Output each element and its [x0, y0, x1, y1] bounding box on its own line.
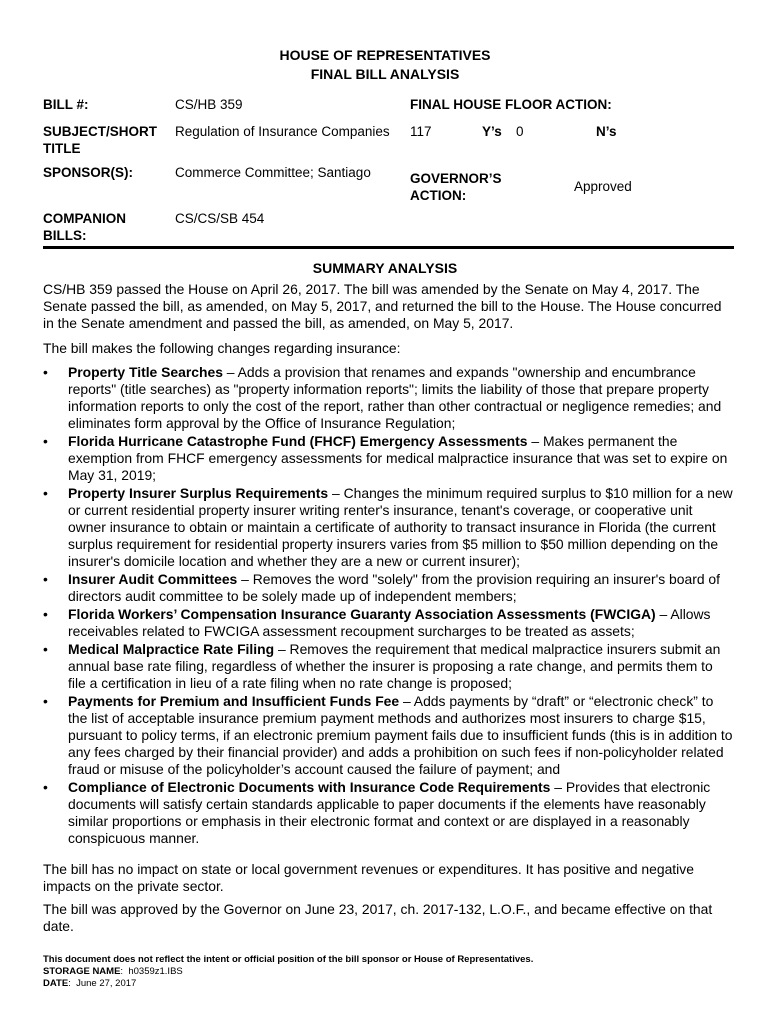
- floor-action-title: FINAL HOUSE FLOOR ACTION:: [410, 97, 612, 112]
- bill-number-label: BILL #:: [43, 97, 89, 112]
- document-title-line-2: FINAL BILL ANALYSIS: [310, 66, 460, 82]
- summary-lead: The bill makes the following changes regarding insurance:: [43, 340, 401, 356]
- footer-date: DATE: June 27, 2017: [43, 978, 137, 989]
- list-item: • Property Insurer Surplus Requirements – Changes the minimum required surplus to $10 million for a new or current residential property insurer writing renter's insurance, tenant's coverage, or cooperative unit owner insurance to obtain or maintain a certificate of authority to transact insurance in Florida (the current surplus requirement for residential property insurers varies from $5 million to $50 million depending on the insurer's domicile location and whether they are a new or current insurer);: [43, 485, 733, 569]
- list-item: • Payments for Premium and Insufficient Funds Fee – Adds payments by “draft” or “electronic check” to the list of acceptable insurance premium payment methods and authorizes most insurers to charge $15, pursuant to policy terms, if an electronic premium payment fails due to insufficient funds (this is in addition to any fees charged by their financial provider) and adds a prohibition on such fees if non-policyholder related fraud or misuse of the policyholder’s account caused the failure of payment; and: [43, 693, 733, 777]
- summary-title: SUMMARY ANALYSIS: [312, 260, 458, 276]
- list-item: • Florida Workers’ Compensation Insurance Guaranty Association Assessments (FWCIGA) – Allows receivables related to FWCIGA assessment recoupment surcharges to be treated as assets;: [43, 606, 711, 639]
- changes-list: [43, 364, 733, 848]
- companion-label: COMPANION BILLS:: [43, 211, 126, 243]
- yeas-count: 117: [410, 124, 432, 139]
- list-item: • Compliance of Electronic Documents with Insurance Code Requirements – Provides that electronic documents will satisfy certain standards applicable to paper documents if the elements have reasonably similar proportions or emphasis in their electronic format and context or are displayed in a reasonably conspicuous manner.: [43, 779, 711, 846]
- approval-text: The bill was approved by the Governor on June 23, 2017, ch. 2017-132, L.O.F., and became effective on that date.: [43, 901, 713, 934]
- governor-action-value: Approved: [574, 179, 632, 194]
- section-divider: [43, 246, 734, 249]
- nays-label: N’s: [596, 124, 617, 139]
- nays-count: 0: [516, 124, 524, 139]
- subject-value: Regulation of Insurance Companies: [175, 124, 390, 139]
- yeas-label: Y’s: [482, 124, 502, 139]
- list-item: • Insurer Audit Committees – Removes the word "solely" from the provision requiring an insurer's board of directors audit committee to be solely made up of independent members;: [43, 571, 721, 604]
- footer-disclaimer: This document does not reflect the intent or official position of the bill sponsor or House of Representatives.: [43, 954, 534, 965]
- fiscal-impact-text: The bill has no impact on state or local government revenues or expenditures. It has positive and negative impacts on the private sector.: [43, 861, 694, 894]
- subject-label: SUBJECT/SHORT TITLE: [43, 124, 158, 156]
- summary-intro: CS/HB 359 passed the House on April 26, 2017. The bill was amended by the Senate on May 4, 2017. The Senate passed the bill, as amended, on May 5, 2017, and returned the bill to the House. The House concurred in the Senate amendment and passed the bill, as amended, on May 5, 2017.: [43, 281, 722, 331]
- sponsor-value: Commerce Committee; Santiago: [175, 165, 371, 180]
- bill-number-value: CS/HB 359: [175, 97, 243, 112]
- sponsor-label: SPONSOR(S):: [43, 165, 134, 180]
- document-title-line-1: HOUSE OF REPRESENTATIVES: [279, 47, 491, 63]
- governor-action-label: GOVERNOR’S ACTION:: [410, 171, 502, 203]
- companion-value: CS/CS/SB 454: [175, 211, 265, 226]
- list-item: • Florida Hurricane Catastrophe Fund (FHCF) Emergency Assessments – Makes permanent the exemption from FHCF emergency assessments for medical malpractice insurance that was set to expire on May 31, 2019;: [43, 433, 728, 483]
- list-item: • Property Title Searches – Adds a provision that renames and expands "ownership and encumbrance reports" (title searches) as "property information reports"; limits the liability of those that prepare property information reports to only the cost of the report, rather than other contractual or negligence remedies; and eliminates form approval by the Office of Insurance Regulation;: [43, 364, 722, 431]
- footer-storage: STORAGE NAME: h0359z1.IBS: [43, 966, 183, 977]
- list-item: • Medical Malpractice Rate Filing – Removes the requirement that medical malpractice insurers submit an annual base rate filing, regardless of whether the insurer is proposing a rate change, and permits them to file a certification in lieu of a rate filing when no rate change is proposed;: [43, 641, 721, 691]
